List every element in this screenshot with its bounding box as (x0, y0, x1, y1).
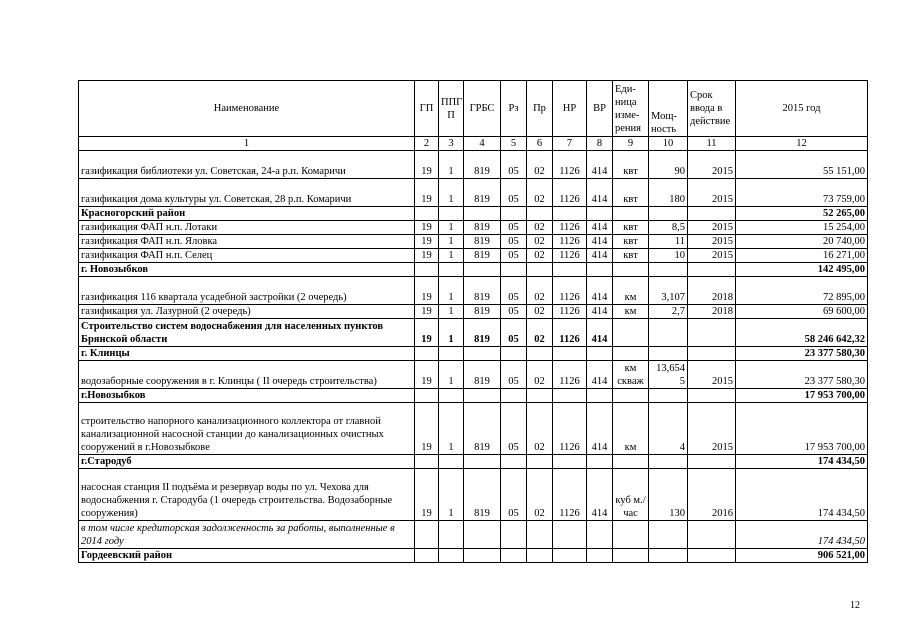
row-term: 2015 (688, 179, 736, 207)
colnum: 7 (553, 137, 587, 151)
row-ppg: 1 (439, 151, 464, 179)
header-nr: НР (553, 81, 587, 137)
row-term: 2018 (688, 277, 736, 305)
header-rz: Рз (501, 81, 527, 137)
row-unit (613, 549, 649, 563)
row-name: Гордеевский район (79, 549, 415, 563)
row-rz (501, 521, 527, 549)
row-ppg: 1 (439, 179, 464, 207)
row-name: г.Новозыбков (79, 389, 415, 403)
row-power (649, 455, 688, 469)
row-term (688, 347, 736, 361)
row-vr: 414 (587, 179, 613, 207)
row-rz: 05 (501, 319, 527, 347)
row-power (649, 549, 688, 563)
header-unit: Еди-ница изме-рения (613, 81, 649, 137)
budget-table (78, 80, 868, 563)
colnum: 3 (439, 137, 464, 151)
row-grbs: 819 (464, 179, 501, 207)
row-nr: 1126 (553, 319, 587, 347)
row-name: в том числе кредиторская задолженность за работы, выполненные в 2014 году (79, 521, 415, 549)
row-grbs: 819 (464, 403, 501, 455)
table-row (79, 403, 868, 455)
row-name: газификация 116 квартала усадебной застройки (2 очередь) (79, 277, 415, 305)
row-ppg (439, 263, 464, 277)
row-power: 11 (649, 235, 688, 249)
row-pr (527, 207, 553, 221)
table-row (79, 249, 868, 263)
row-unit: квт (613, 249, 649, 263)
row-name: газификация ФАП н.п. Лотаки (79, 221, 415, 235)
row-ppg: 1 (439, 249, 464, 263)
row-vr: 414 (587, 469, 613, 521)
row-gp (415, 549, 439, 563)
colnum: 8 (587, 137, 613, 151)
row-rz: 05 (501, 221, 527, 235)
row-amount: 23 377 580,30 (736, 347, 868, 361)
row-unit (613, 347, 649, 361)
row-unit: км (613, 277, 649, 305)
row-grbs (464, 263, 501, 277)
row-vr: 414 (587, 151, 613, 179)
table-row (79, 207, 868, 221)
row-term: 2015 (688, 235, 736, 249)
row-term: 2015 (688, 151, 736, 179)
row-ppg: 1 (439, 235, 464, 249)
row-power (649, 263, 688, 277)
row-term (688, 549, 736, 563)
header-year: 2015 год (736, 81, 868, 137)
row-rz (501, 389, 527, 403)
row-power: 90 (649, 151, 688, 179)
colnum: 2 (415, 137, 439, 151)
row-pr: 02 (527, 277, 553, 305)
row-unit (613, 319, 649, 347)
row-rz: 05 (501, 469, 527, 521)
row-grbs: 819 (464, 319, 501, 347)
row-grbs: 819 (464, 235, 501, 249)
row-pr (527, 521, 553, 549)
row-unit: км (613, 403, 649, 455)
row-vr (587, 389, 613, 403)
row-unit: куб м./час (613, 469, 649, 521)
table-row (79, 151, 868, 179)
table-row (79, 389, 868, 403)
table-header-row (79, 81, 868, 137)
row-amount: 73 759,00 (736, 179, 868, 207)
row-unit (613, 455, 649, 469)
row-nr: 1126 (553, 403, 587, 455)
row-gp (415, 521, 439, 549)
row-nr: 1126 (553, 221, 587, 235)
row-rz (501, 549, 527, 563)
row-amount: 174 434,50 (736, 455, 868, 469)
row-term: 2016 (688, 469, 736, 521)
row-term (688, 389, 736, 403)
row-pr (527, 455, 553, 469)
row-amount: 58 246 642,32 (736, 319, 868, 347)
row-pr: 02 (527, 249, 553, 263)
row-amount: 23 377 580,30 (736, 361, 868, 389)
row-unit: квт (613, 179, 649, 207)
row-gp (415, 207, 439, 221)
header-grbs: ГРБС (464, 81, 501, 137)
row-nr (553, 521, 587, 549)
row-pr: 02 (527, 361, 553, 389)
row-amount: 174 434,50 (736, 521, 868, 549)
row-gp: 19 (415, 235, 439, 249)
row-gp (415, 347, 439, 361)
colnum: 10 (649, 137, 688, 151)
row-grbs: 819 (464, 277, 501, 305)
row-gp: 19 (415, 249, 439, 263)
row-name: г.Стародуб (79, 455, 415, 469)
row-power (649, 347, 688, 361)
row-grbs: 819 (464, 469, 501, 521)
row-rz (501, 207, 527, 221)
row-rz: 05 (501, 361, 527, 389)
row-unit: квт (613, 221, 649, 235)
row-term (688, 207, 736, 221)
row-gp: 19 (415, 277, 439, 305)
row-gp: 19 (415, 179, 439, 207)
colnum: 12 (736, 137, 868, 151)
row-vr (587, 455, 613, 469)
row-grbs: 819 (464, 305, 501, 319)
table-row (79, 319, 868, 347)
row-nr: 1126 (553, 305, 587, 319)
row-gp (415, 455, 439, 469)
row-ppg: 1 (439, 361, 464, 389)
row-amount: 52 265,00 (736, 207, 868, 221)
row-unit: км (613, 305, 649, 319)
row-rz: 05 (501, 151, 527, 179)
row-ppg (439, 521, 464, 549)
row-pr: 02 (527, 179, 553, 207)
row-ppg (439, 389, 464, 403)
row-amount: 69 600,00 (736, 305, 868, 319)
row-name: газификация ФАП н.п. Селец (79, 249, 415, 263)
row-grbs (464, 207, 501, 221)
row-nr (553, 455, 587, 469)
row-nr: 1126 (553, 361, 587, 389)
row-vr: 414 (587, 305, 613, 319)
row-gp (415, 263, 439, 277)
row-gp: 19 (415, 319, 439, 347)
row-term (688, 319, 736, 347)
table-row (79, 361, 868, 389)
row-grbs: 819 (464, 221, 501, 235)
row-gp: 19 (415, 221, 439, 235)
row-ppg: 1 (439, 277, 464, 305)
row-nr: 1126 (553, 249, 587, 263)
row-nr (553, 263, 587, 277)
row-unit (613, 521, 649, 549)
row-unit: км скваж (613, 361, 649, 389)
row-ppg: 1 (439, 319, 464, 347)
row-term (688, 521, 736, 549)
row-ppg (439, 207, 464, 221)
row-gp (415, 389, 439, 403)
header-ppg: ППГ П (439, 81, 464, 137)
colnum: 4 (464, 137, 501, 151)
table-row (79, 179, 868, 207)
table-row (79, 521, 868, 549)
row-nr: 1126 (553, 235, 587, 249)
row-nr (553, 347, 587, 361)
row-unit (613, 263, 649, 277)
row-power: 2,7 (649, 305, 688, 319)
row-rz (501, 347, 527, 361)
row-name: водозаборные сооружения в г. Клинцы ( II очередь строительства) (79, 361, 415, 389)
row-vr (587, 347, 613, 361)
row-unit: квт (613, 235, 649, 249)
row-pr (527, 347, 553, 361)
row-vr: 414 (587, 403, 613, 455)
colnum: 1 (79, 137, 415, 151)
colnum: 6 (527, 137, 553, 151)
row-ppg: 1 (439, 403, 464, 455)
row-vr: 414 (587, 277, 613, 305)
row-power: 3,107 (649, 277, 688, 305)
row-pr (527, 389, 553, 403)
row-power: 180 (649, 179, 688, 207)
table-row (79, 305, 868, 319)
row-pr: 02 (527, 403, 553, 455)
row-name: г. Новозыбков (79, 263, 415, 277)
row-amount: 174 434,50 (736, 469, 868, 521)
row-nr (553, 549, 587, 563)
row-vr: 414 (587, 235, 613, 249)
row-amount: 16 271,00 (736, 249, 868, 263)
row-nr (553, 389, 587, 403)
row-grbs (464, 455, 501, 469)
row-amount: 20 740,00 (736, 235, 868, 249)
table-body (79, 151, 868, 563)
row-pr: 02 (527, 221, 553, 235)
row-name: газификация ул. Лазурной (2 очередь) (79, 305, 415, 319)
row-gp: 19 (415, 305, 439, 319)
header-pr: Пр (527, 81, 553, 137)
row-rz: 05 (501, 277, 527, 305)
colnum: 11 (688, 137, 736, 151)
row-pr: 02 (527, 469, 553, 521)
row-gp: 19 (415, 361, 439, 389)
row-amount: 17 953 700,00 (736, 403, 868, 455)
row-rz: 05 (501, 249, 527, 263)
row-vr (587, 207, 613, 221)
header-name: Наименование (79, 81, 415, 137)
budget-sheet (78, 80, 867, 563)
table-row (79, 235, 868, 249)
row-vr (587, 549, 613, 563)
row-amount: 17 953 700,00 (736, 389, 868, 403)
column-number-row (79, 137, 868, 151)
row-grbs: 819 (464, 361, 501, 389)
row-gp: 19 (415, 403, 439, 455)
row-power: 8,5 (649, 221, 688, 235)
row-ppg: 1 (439, 221, 464, 235)
row-term: 2015 (688, 361, 736, 389)
row-name: Строительство систем водоснабжения для населенных пунктов Брянской области (79, 319, 415, 347)
row-power (649, 389, 688, 403)
row-name: газификация ФАП н.п. Яловка (79, 235, 415, 249)
row-power: 130 (649, 469, 688, 521)
row-amount: 15 254,00 (736, 221, 868, 235)
row-name: строительство напорного канализационного коллектора от главной канализационной насосной станции до канализационных очистных сооружений в г.Новозыбкове (79, 403, 415, 455)
row-grbs (464, 549, 501, 563)
row-name: газификация библиотеки ул. Советская, 24-а р.п. Комаричи (79, 151, 415, 179)
row-grbs: 819 (464, 249, 501, 263)
row-rz: 05 (501, 403, 527, 455)
row-term: 2018 (688, 305, 736, 319)
row-name: г. Клинцы (79, 347, 415, 361)
row-term: 2015 (688, 221, 736, 235)
row-rz: 05 (501, 179, 527, 207)
row-amount: 906 521,00 (736, 549, 868, 563)
colnum: 9 (613, 137, 649, 151)
row-rz: 05 (501, 305, 527, 319)
table-row (79, 455, 868, 469)
row-term (688, 455, 736, 469)
row-grbs (464, 389, 501, 403)
row-vr: 414 (587, 221, 613, 235)
row-power: 10 (649, 249, 688, 263)
row-term: 2015 (688, 403, 736, 455)
row-ppg: 1 (439, 305, 464, 319)
row-power (649, 207, 688, 221)
row-ppg (439, 455, 464, 469)
row-power: 13,654 5 (649, 361, 688, 389)
row-ppg (439, 347, 464, 361)
table-row (79, 277, 868, 305)
header-term: Срок ввода в действие (688, 81, 736, 137)
colnum: 5 (501, 137, 527, 151)
row-grbs (464, 521, 501, 549)
header-vr: ВР (587, 81, 613, 137)
row-power: 4 (649, 403, 688, 455)
row-gp: 19 (415, 469, 439, 521)
row-pr: 02 (527, 305, 553, 319)
row-unit: квт (613, 151, 649, 179)
table-row (79, 549, 868, 563)
row-vr: 414 (587, 319, 613, 347)
row-ppg: 1 (439, 469, 464, 521)
table-row (79, 263, 868, 277)
row-ppg (439, 549, 464, 563)
row-gp: 19 (415, 151, 439, 179)
header-power: Мощ-ность (649, 81, 688, 137)
table-row (79, 221, 868, 235)
row-unit (613, 389, 649, 403)
row-term (688, 263, 736, 277)
row-nr: 1126 (553, 469, 587, 521)
row-nr (553, 207, 587, 221)
row-name: газификация дома культуры ул. Советская, 28 р.п. Комаричи (79, 179, 415, 207)
row-vr (587, 521, 613, 549)
row-name: Красногорский район (79, 207, 415, 221)
row-nr: 1126 (553, 151, 587, 179)
row-pr (527, 263, 553, 277)
row-vr (587, 263, 613, 277)
row-nr: 1126 (553, 179, 587, 207)
row-rz (501, 455, 527, 469)
row-pr (527, 549, 553, 563)
row-power (649, 319, 688, 347)
row-rz: 05 (501, 235, 527, 249)
row-pr: 02 (527, 319, 553, 347)
row-term: 2015 (688, 249, 736, 263)
table-row (79, 347, 868, 361)
header-gp: ГП (415, 81, 439, 137)
row-amount: 142 495,00 (736, 263, 868, 277)
row-pr: 02 (527, 151, 553, 179)
row-power (649, 521, 688, 549)
row-amount: 55 151,00 (736, 151, 868, 179)
row-name: насосная станция II подъёма и резервуар воды по ул. Чехова для водоснабжения г. Стародуба (1 очередь строительства. Водозаборные сооружения) (79, 469, 415, 521)
row-pr: 02 (527, 235, 553, 249)
page-number: 12 (850, 600, 860, 611)
row-grbs (464, 347, 501, 361)
row-nr: 1126 (553, 277, 587, 305)
row-amount: 72 895,00 (736, 277, 868, 305)
row-rz (501, 263, 527, 277)
row-vr: 414 (587, 249, 613, 263)
table-row (79, 469, 868, 521)
row-grbs: 819 (464, 151, 501, 179)
row-unit (613, 207, 649, 221)
row-vr: 414 (587, 361, 613, 389)
